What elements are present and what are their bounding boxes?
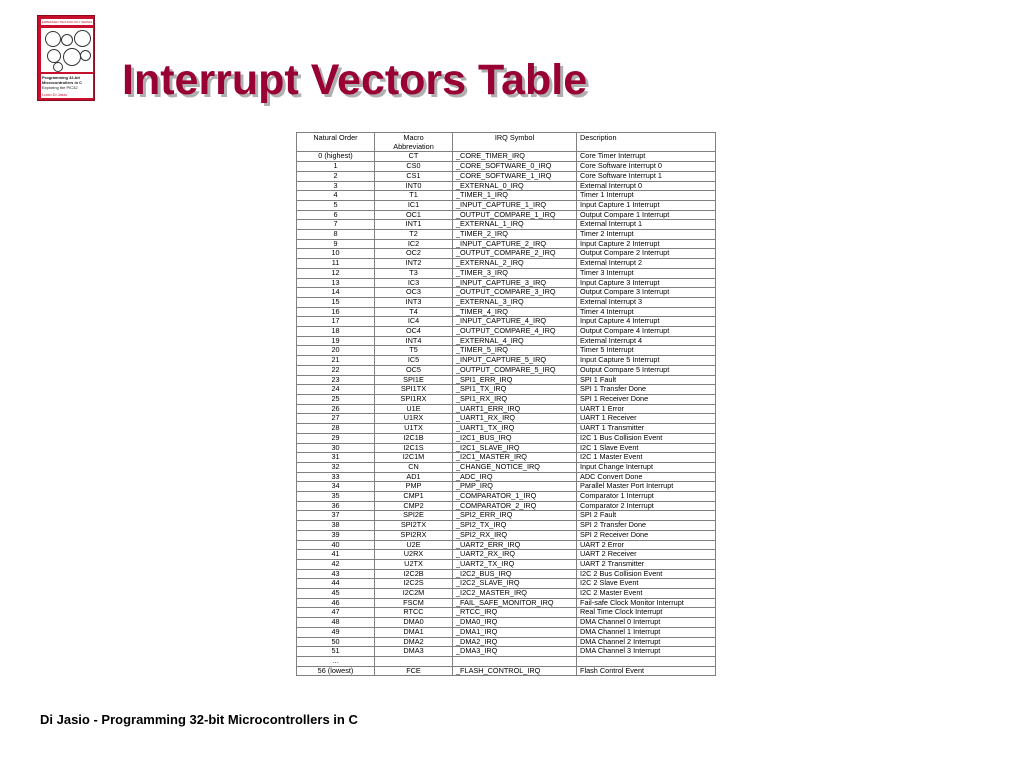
cell-irq-symbol: _SPI1_RX_IRQ bbox=[453, 394, 577, 404]
table-row bbox=[297, 162, 716, 172]
cell-natural-order: 46 bbox=[297, 598, 375, 608]
cell-natural-order: 6 bbox=[297, 210, 375, 220]
book-cover-series-text: EMBEDDED TECHNOLOGY SERIES bbox=[41, 20, 93, 24]
table-row bbox=[297, 589, 716, 599]
table-row bbox=[297, 521, 716, 531]
cell-description: UART 1 Receiver bbox=[577, 414, 716, 424]
table-header-row bbox=[297, 133, 716, 152]
table-row bbox=[297, 424, 716, 434]
cell-natural-order: 1 bbox=[297, 162, 375, 172]
cell-natural-order: 50 bbox=[297, 637, 375, 647]
cell-description: SPI 1 Receiver Done bbox=[577, 394, 716, 404]
table-row bbox=[297, 346, 716, 356]
cell-irq-symbol: _OUTPUT_COMPARE_1_IRQ bbox=[453, 210, 577, 220]
cell-irq-symbol: _RTCC_IRQ bbox=[453, 608, 577, 618]
cell-macro: OC2 bbox=[375, 249, 453, 259]
book-cover-banner bbox=[41, 19, 93, 25]
cell-natural-order: 16 bbox=[297, 307, 375, 317]
cell-macro: U2E bbox=[375, 540, 453, 550]
cell-macro: I2C2B bbox=[375, 569, 453, 579]
cell-macro: T3 bbox=[375, 268, 453, 278]
cell-macro: DMA2 bbox=[375, 637, 453, 647]
cell-natural-order: 47 bbox=[297, 608, 375, 618]
table-row bbox=[297, 608, 716, 618]
cell-irq-symbol: _CORE_TIMER_IRQ bbox=[453, 152, 577, 162]
cell-irq-symbol: _DMA3_IRQ bbox=[453, 647, 577, 657]
cell-natural-order: 19 bbox=[297, 336, 375, 346]
cell-description: Timer 4 Interrupt bbox=[577, 307, 716, 317]
cell-irq-symbol: _SPI1_ERR_IRQ bbox=[453, 375, 577, 385]
cell-natural-order: 26 bbox=[297, 404, 375, 414]
cell-description: Input Capture 4 Interrupt bbox=[577, 317, 716, 327]
cell-irq-symbol: _SPI2_ERR_IRQ bbox=[453, 511, 577, 521]
cell-natural-order: 9 bbox=[297, 239, 375, 249]
cell-description: I2C 1 Master Event bbox=[577, 453, 716, 463]
cell-irq-symbol: _UART2_TX_IRQ bbox=[453, 559, 577, 569]
cell-natural-order: 13 bbox=[297, 278, 375, 288]
cell-description: SPI 2 Transfer Done bbox=[577, 521, 716, 531]
table-row bbox=[297, 666, 716, 676]
cell-macro: T5 bbox=[375, 346, 453, 356]
cell-description: Fail-safe Clock Monitor Interrupt bbox=[577, 598, 716, 608]
cell-natural-order: 14 bbox=[297, 288, 375, 298]
cell-macro: CT bbox=[375, 152, 453, 162]
cell-description: UART 2 Error bbox=[577, 540, 716, 550]
cell-macro: INT0 bbox=[375, 181, 453, 191]
cell-description: External Interrupt 0 bbox=[577, 181, 716, 191]
cell-natural-order: 7 bbox=[297, 220, 375, 230]
cell-description: UART 1 Error bbox=[577, 404, 716, 414]
cell-macro: IC3 bbox=[375, 278, 453, 288]
cell-macro: OC1 bbox=[375, 210, 453, 220]
cell-natural-order: 28 bbox=[297, 424, 375, 434]
cell-description: I2C 2 Bus Collision Event bbox=[577, 569, 716, 579]
header-irq-symbol: IRQ Symbol bbox=[453, 133, 577, 152]
cell-irq-symbol: _PMP_IRQ bbox=[453, 482, 577, 492]
cell-macro: OC5 bbox=[375, 365, 453, 375]
cell-irq-symbol: _OUTPUT_COMPARE_2_IRQ bbox=[453, 249, 577, 259]
table-row bbox=[297, 200, 716, 210]
cell-macro: INT2 bbox=[375, 259, 453, 269]
cell-description: Input Capture 5 Interrupt bbox=[577, 356, 716, 366]
cell-description: Input Capture 1 Interrupt bbox=[577, 200, 716, 210]
cell-irq-symbol: _CORE_SOFTWARE_1_IRQ bbox=[453, 171, 577, 181]
table-row bbox=[297, 569, 716, 579]
cell-irq-symbol: _SPI2_RX_IRQ bbox=[453, 530, 577, 540]
cell-natural-order: 21 bbox=[297, 356, 375, 366]
cell-natural-order: 40 bbox=[297, 540, 375, 550]
cell-macro: OC3 bbox=[375, 288, 453, 298]
cell-natural-order: 49 bbox=[297, 627, 375, 637]
cell-macro: U1TX bbox=[375, 424, 453, 434]
cell-irq-symbol: _EXTERNAL_4_IRQ bbox=[453, 336, 577, 346]
cell-natural-order: 12 bbox=[297, 268, 375, 278]
cell-macro: T2 bbox=[375, 230, 453, 240]
cell-natural-order: 38 bbox=[297, 521, 375, 531]
cell-irq-symbol: _COMPARATOR_1_IRQ bbox=[453, 492, 577, 502]
cell-irq-symbol: _I2C2_MASTER_IRQ bbox=[453, 589, 577, 599]
cell-macro: DMA0 bbox=[375, 618, 453, 628]
cell-macro: SPI2RX bbox=[375, 530, 453, 540]
cell-macro: IC4 bbox=[375, 317, 453, 327]
cell-macro: SPI2E bbox=[375, 511, 453, 521]
table-row bbox=[297, 327, 716, 337]
cell-natural-order: 23 bbox=[297, 375, 375, 385]
cell-irq-symbol: _FLASH_CONTROL_IRQ bbox=[453, 666, 577, 676]
cell-natural-order: 43 bbox=[297, 569, 375, 579]
cell-description: DMA Channel 3 Interrupt bbox=[577, 647, 716, 657]
cell-description: I2C 2 Master Event bbox=[577, 589, 716, 599]
cell-irq-symbol: _INPUT_CAPTURE_2_IRQ bbox=[453, 239, 577, 249]
cell-description: Input Capture 2 Interrupt bbox=[577, 239, 716, 249]
cell-macro: I2C2S bbox=[375, 579, 453, 589]
table-row bbox=[297, 404, 716, 414]
cell-irq-symbol: _INPUT_CAPTURE_1_IRQ bbox=[453, 200, 577, 210]
book-cover-title-block bbox=[41, 74, 93, 98]
table-row bbox=[297, 579, 716, 589]
table-row bbox=[297, 317, 716, 327]
table-row bbox=[297, 550, 716, 560]
cell-natural-order: 20 bbox=[297, 346, 375, 356]
cell-natural-order: 22 bbox=[297, 365, 375, 375]
cell-description: DMA Channel 0 Interrupt bbox=[577, 618, 716, 628]
table-row bbox=[297, 472, 716, 482]
book-cover bbox=[37, 15, 95, 101]
cell-description: Core Software Interrupt 1 bbox=[577, 171, 716, 181]
table-row bbox=[297, 385, 716, 395]
cell-macro: INT1 bbox=[375, 220, 453, 230]
cell-description: Output Compare 5 Interrupt bbox=[577, 365, 716, 375]
table-row bbox=[297, 559, 716, 569]
cell-irq-symbol: _TIMER_1_IRQ bbox=[453, 191, 577, 201]
cell-macro: I2C1M bbox=[375, 453, 453, 463]
cell-irq-symbol: _I2C1_MASTER_IRQ bbox=[453, 453, 577, 463]
table-row bbox=[297, 278, 716, 288]
cell-macro: FCE bbox=[375, 666, 453, 676]
cell-macro: FSCM bbox=[375, 598, 453, 608]
cell-macro: I2C2M bbox=[375, 589, 453, 599]
table-row bbox=[297, 356, 716, 366]
table-row bbox=[297, 171, 716, 181]
table-row bbox=[297, 249, 716, 259]
cell-natural-order: 27 bbox=[297, 414, 375, 424]
cell-natural-order: 33 bbox=[297, 472, 375, 482]
table-body bbox=[297, 152, 716, 676]
table-row bbox=[297, 191, 716, 201]
cell-irq-symbol: _INPUT_CAPTURE_4_IRQ bbox=[453, 317, 577, 327]
cell-macro: DMA3 bbox=[375, 647, 453, 657]
cell-natural-order: 24 bbox=[297, 385, 375, 395]
cell-irq-symbol: _OUTPUT_COMPARE_4_IRQ bbox=[453, 327, 577, 337]
cell-macro: CS1 bbox=[375, 171, 453, 181]
header-natural-order: Natural Order bbox=[297, 133, 375, 152]
table-row bbox=[297, 540, 716, 550]
cell-description: UART 1 Transmitter bbox=[577, 424, 716, 434]
cell-description: Comparator 2 Interrupt bbox=[577, 501, 716, 511]
cell-irq-symbol: _UART2_RX_IRQ bbox=[453, 550, 577, 560]
table-row bbox=[297, 210, 716, 220]
cell-irq-symbol: _ADC_IRQ bbox=[453, 472, 577, 482]
table-row bbox=[297, 230, 716, 240]
cell-natural-order: 29 bbox=[297, 433, 375, 443]
cell-description: External Interrupt 2 bbox=[577, 259, 716, 269]
cell-macro: AD1 bbox=[375, 472, 453, 482]
cell-natural-order: … bbox=[297, 656, 375, 666]
header-macro-abbreviation: Macro Abbreviation bbox=[375, 133, 453, 152]
book-cover-title: Programming 32-bit Microcontrollers in C bbox=[42, 75, 83, 85]
table-row bbox=[297, 365, 716, 375]
cell-description: I2C 2 Slave Event bbox=[577, 579, 716, 589]
footer-credit: Di Jasio - Programming 32-bit Microcontrollers in C bbox=[40, 712, 358, 727]
book-cover-subtitle: Exploring the PIC32 bbox=[42, 85, 78, 90]
cell-description: Timer 3 Interrupt bbox=[577, 268, 716, 278]
cell-natural-order: 2 bbox=[297, 171, 375, 181]
cell-irq-symbol: _EXTERNAL_0_IRQ bbox=[453, 181, 577, 191]
table-row bbox=[297, 414, 716, 424]
cell-description: SPI 1 Fault bbox=[577, 375, 716, 385]
cell-macro: INT3 bbox=[375, 297, 453, 307]
cell-natural-order: 15 bbox=[297, 297, 375, 307]
cell-macro: RTCC bbox=[375, 608, 453, 618]
cell-natural-order: 32 bbox=[297, 462, 375, 472]
cell-description: Input Capture 3 Interrupt bbox=[577, 278, 716, 288]
cell-description: Parallel Master Port Interrupt bbox=[577, 482, 716, 492]
cell-macro: T4 bbox=[375, 307, 453, 317]
cell-natural-order: 35 bbox=[297, 492, 375, 502]
table-row bbox=[297, 501, 716, 511]
interrupt-vectors-table bbox=[296, 132, 716, 676]
cell-macro: SPI2TX bbox=[375, 521, 453, 531]
table-row bbox=[297, 637, 716, 647]
cell-description: I2C 1 Bus Collision Event bbox=[577, 433, 716, 443]
table-row bbox=[297, 239, 716, 249]
table-row bbox=[297, 307, 716, 317]
cell-natural-order: 45 bbox=[297, 589, 375, 599]
cell-description: External Interrupt 1 bbox=[577, 220, 716, 230]
cell-irq-symbol: _SPI2_TX_IRQ bbox=[453, 521, 577, 531]
cell-macro: CN bbox=[375, 462, 453, 472]
cell-description: UART 2 Transmitter bbox=[577, 559, 716, 569]
cell-description: Real Time Clock Interrupt bbox=[577, 608, 716, 618]
cell-irq-symbol: _I2C1_BUS_IRQ bbox=[453, 433, 577, 443]
table-row bbox=[297, 268, 716, 278]
cell-natural-order: 31 bbox=[297, 453, 375, 463]
table-row bbox=[297, 511, 716, 521]
cell-description: Output Compare 4 Interrupt bbox=[577, 327, 716, 337]
cell-description: Timer 5 Interrupt bbox=[577, 346, 716, 356]
cell-macro: PMP bbox=[375, 482, 453, 492]
cell-natural-order: 48 bbox=[297, 618, 375, 628]
cell-irq-symbol: _CORE_SOFTWARE_0_IRQ bbox=[453, 162, 577, 172]
cell-macro: U1RX bbox=[375, 414, 453, 424]
cell-irq-symbol: _EXTERNAL_1_IRQ bbox=[453, 220, 577, 230]
cell-natural-order: 36 bbox=[297, 501, 375, 511]
cell-description: Comparator 1 Interrupt bbox=[577, 492, 716, 502]
cell-natural-order: 5 bbox=[297, 200, 375, 210]
cell-description: SPI 2 Receiver Done bbox=[577, 530, 716, 540]
cell-irq-symbol: _INPUT_CAPTURE_3_IRQ bbox=[453, 278, 577, 288]
cell-macro: SPI1E bbox=[375, 375, 453, 385]
cell-irq-symbol: _FAIL_SAFE_MONITOR_IRQ bbox=[453, 598, 577, 608]
cell-natural-order: 8 bbox=[297, 230, 375, 240]
cell-irq-symbol: _UART1_RX_IRQ bbox=[453, 414, 577, 424]
header-description: Description bbox=[577, 133, 716, 152]
table-row bbox=[297, 462, 716, 472]
table-row bbox=[297, 433, 716, 443]
table-row bbox=[297, 336, 716, 346]
cell-natural-order: 39 bbox=[297, 530, 375, 540]
cell-irq-symbol: _OUTPUT_COMPARE_5_IRQ bbox=[453, 365, 577, 375]
cell-description: Flash Control Event bbox=[577, 666, 716, 676]
cell-description: SPI 2 Fault bbox=[577, 511, 716, 521]
cell-irq-symbol: _TIMER_3_IRQ bbox=[453, 268, 577, 278]
table-row bbox=[297, 453, 716, 463]
page-title: Interrupt Vectors Table bbox=[122, 56, 588, 104]
table-row bbox=[297, 152, 716, 162]
cell-macro: U2TX bbox=[375, 559, 453, 569]
cell-natural-order: 18 bbox=[297, 327, 375, 337]
table-row bbox=[297, 181, 716, 191]
cell-macro: U1E bbox=[375, 404, 453, 414]
table-row bbox=[297, 492, 716, 502]
cell-description: DMA Channel 2 Interrupt bbox=[577, 637, 716, 647]
cell-macro: CMP1 bbox=[375, 492, 453, 502]
cell-irq-symbol: _TIMER_5_IRQ bbox=[453, 346, 577, 356]
table-row bbox=[297, 297, 716, 307]
cell-macro: I2C1B bbox=[375, 433, 453, 443]
table-row bbox=[297, 375, 716, 385]
table-row bbox=[297, 647, 716, 657]
book-cover-author: Lucio Di Jasio bbox=[42, 92, 67, 97]
cell-macro: INT4 bbox=[375, 336, 453, 346]
cell-natural-order: 56 (lowest) bbox=[297, 666, 375, 676]
cell-irq-symbol: _TIMER_4_IRQ bbox=[453, 307, 577, 317]
cell-natural-order: 41 bbox=[297, 550, 375, 560]
cell-description: DMA Channel 1 Interrupt bbox=[577, 627, 716, 637]
cell-natural-order: 30 bbox=[297, 443, 375, 453]
cell-natural-order: 34 bbox=[297, 482, 375, 492]
cell-natural-order: 44 bbox=[297, 579, 375, 589]
cell-macro: IC5 bbox=[375, 356, 453, 366]
cell-description: Core Timer Interrupt bbox=[577, 152, 716, 162]
cell-irq-symbol: _I2C1_SLAVE_IRQ bbox=[453, 443, 577, 453]
table-row bbox=[297, 618, 716, 628]
cell-macro: IC1 bbox=[375, 200, 453, 210]
cell-description: Timer 1 Interrupt bbox=[577, 191, 716, 201]
cell-natural-order: 42 bbox=[297, 559, 375, 569]
cell-natural-order: 3 bbox=[297, 181, 375, 191]
cell-macro: CMP2 bbox=[375, 501, 453, 511]
table-row bbox=[297, 394, 716, 404]
table-row bbox=[297, 259, 716, 269]
cell-irq-symbol bbox=[453, 656, 577, 666]
cell-description: Core Software Interrupt 0 bbox=[577, 162, 716, 172]
cell-description: External Interrupt 3 bbox=[577, 297, 716, 307]
cell-macro: I2C1S bbox=[375, 443, 453, 453]
cell-description bbox=[577, 656, 716, 666]
cell-macro: IC2 bbox=[375, 239, 453, 249]
cell-natural-order: 10 bbox=[297, 249, 375, 259]
cell-natural-order: 4 bbox=[297, 191, 375, 201]
cell-macro: CS0 bbox=[375, 162, 453, 172]
cell-irq-symbol: _UART1_TX_IRQ bbox=[453, 424, 577, 434]
cell-irq-symbol: _EXTERNAL_3_IRQ bbox=[453, 297, 577, 307]
cell-irq-symbol: _UART1_ERR_IRQ bbox=[453, 404, 577, 414]
cell-irq-symbol: _DMA2_IRQ bbox=[453, 637, 577, 647]
cell-description: I2C 1 Slave Event bbox=[577, 443, 716, 453]
cell-macro: SPI1TX bbox=[375, 385, 453, 395]
cell-macro: OC4 bbox=[375, 327, 453, 337]
cell-description: SPI 1 Transfer Done bbox=[577, 385, 716, 395]
cell-natural-order: 0 (highest) bbox=[297, 152, 375, 162]
cell-macro: T1 bbox=[375, 191, 453, 201]
cell-macro: SPI1RX bbox=[375, 394, 453, 404]
cell-irq-symbol: _TIMER_2_IRQ bbox=[453, 230, 577, 240]
cell-natural-order: 51 bbox=[297, 647, 375, 657]
table-row bbox=[297, 598, 716, 608]
cell-description: ADC Convert Done bbox=[577, 472, 716, 482]
cell-irq-symbol: _CHANGE_NOTICE_IRQ bbox=[453, 462, 577, 472]
cell-description: Output Compare 3 Interrupt bbox=[577, 288, 716, 298]
cell-irq-symbol: _DMA1_IRQ bbox=[453, 627, 577, 637]
table-row bbox=[297, 530, 716, 540]
cell-description: UART 2 Receiver bbox=[577, 550, 716, 560]
cell-irq-symbol: _INPUT_CAPTURE_5_IRQ bbox=[453, 356, 577, 366]
cell-irq-symbol: _I2C2_BUS_IRQ bbox=[453, 569, 577, 579]
cell-macro: U2RX bbox=[375, 550, 453, 560]
cell-description: Timer 2 Interrupt bbox=[577, 230, 716, 240]
cell-description: Input Change Interrupt bbox=[577, 462, 716, 472]
cell-macro: DMA1 bbox=[375, 627, 453, 637]
table-row bbox=[297, 443, 716, 453]
cell-natural-order: 37 bbox=[297, 511, 375, 521]
table-row bbox=[297, 656, 716, 666]
cell-description: Output Compare 1 Interrupt bbox=[577, 210, 716, 220]
cell-description: Output Compare 2 Interrupt bbox=[577, 249, 716, 259]
cell-irq-symbol: _UART2_ERR_IRQ bbox=[453, 540, 577, 550]
book-cover-artwork bbox=[41, 28, 93, 72]
cell-irq-symbol: _EXTERNAL_2_IRQ bbox=[453, 259, 577, 269]
table-row bbox=[297, 288, 716, 298]
table-row bbox=[297, 627, 716, 637]
cell-description: External Interrupt 4 bbox=[577, 336, 716, 346]
cell-irq-symbol: _OUTPUT_COMPARE_3_IRQ bbox=[453, 288, 577, 298]
cell-natural-order: 25 bbox=[297, 394, 375, 404]
cell-irq-symbol: _COMPARATOR_2_IRQ bbox=[453, 501, 577, 511]
cell-irq-symbol: _SPI1_TX_IRQ bbox=[453, 385, 577, 395]
cell-irq-symbol: _DMA0_IRQ bbox=[453, 618, 577, 628]
cell-irq-symbol: _I2C2_SLAVE_IRQ bbox=[453, 579, 577, 589]
cell-macro bbox=[375, 656, 453, 666]
table-row bbox=[297, 482, 716, 492]
table-row bbox=[297, 220, 716, 230]
cell-natural-order: 11 bbox=[297, 259, 375, 269]
cell-natural-order: 17 bbox=[297, 317, 375, 327]
